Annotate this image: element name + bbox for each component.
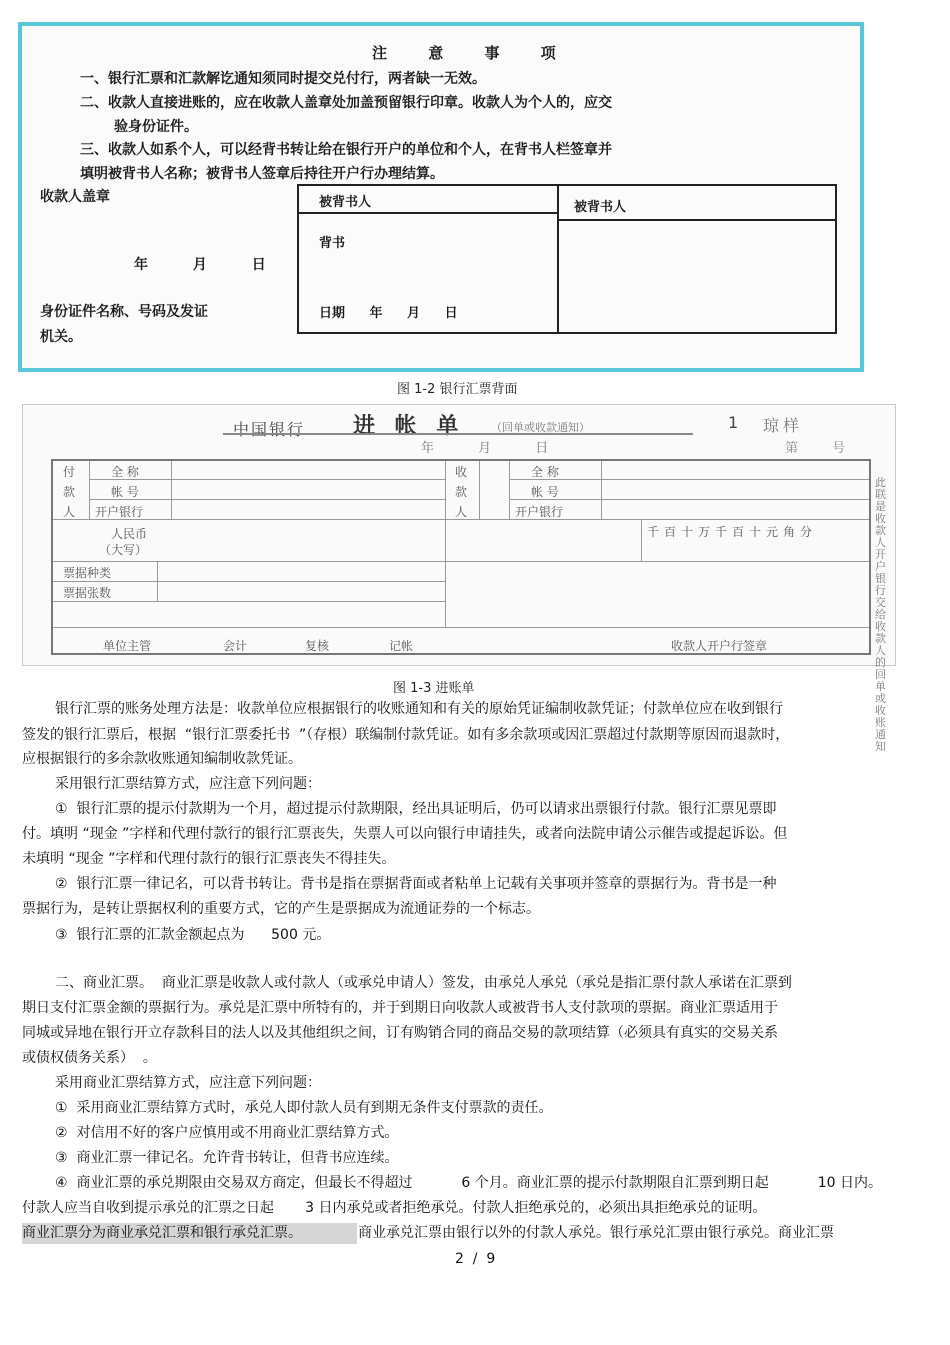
body-line-3: 应根据银行的多余款收账通知编制收款凭证。 <box>22 751 302 767</box>
slip-date-label: 年 月 日 <box>421 441 549 456</box>
payer-char-3: 人 <box>63 505 76 519</box>
rmb-label: 人民币 <box>111 527 148 541</box>
payer-bank-label: 开户银行 <box>95 505 144 519</box>
body-line-13: 同城或异地在银行开立存款科目的法人以及其他组织之间，订有购销合同的商品交易的款项结算（必须具有真实的交易关系 <box>22 1025 778 1041</box>
body-line-1: 银行汇票的账务处理方法是：收款单位应根据银行的收账通知和有关的原始凭证编制收款凭证；付款单位应在收到银行 <box>55 701 783 717</box>
payer-full-name-label: 全 称 <box>111 465 139 479</box>
slip-grid <box>51 459 871 655</box>
bill-count-label: 票据张数 <box>63 586 112 600</box>
body-line-11: 二、商业汇票。 商业汇票是收款人或付款人（或承兑申请人）签发，由承兑人承兑（承兑是指汇票付款人承诺在汇票到 <box>55 975 792 991</box>
body-line-17: ② 对信用不好的客户应慎用或不用商业汇票结算方式。 <box>55 1125 399 1141</box>
notice-line-3-cont: 填明被背书人名称；被背书人签章后持往开户行办理结算。 <box>80 166 444 182</box>
body-line-10: ③ 银行汇票的汇款金额起点为 500 元。 <box>55 927 331 943</box>
endorsement-box <box>297 184 837 334</box>
payer-char-1: 付 <box>63 465 76 479</box>
body-line-21-rest: 商业承兑汇票由银行以外的付款人承兑。银行承兑汇票由银行承兑。商业汇票 <box>358 1225 834 1241</box>
body-line-5: ① 银行汇票的提示付款期为一个月，超过提示付款期限，经出具证明后，仍可以请求出票银行付款。银行汇票见票即 <box>55 801 777 817</box>
slip-subtitle: （回单或收款通知） <box>491 421 590 434</box>
notice-line-2-cont: 验身份证件。 <box>114 119 198 135</box>
slip-sample-mark: 琼样 <box>763 416 804 435</box>
figure-1-3-caption: 图 1-3 进账单 <box>393 681 475 696</box>
payee-date-label: 年 月 日 <box>134 257 266 273</box>
payee-bank-label: 开户银行 <box>515 505 564 519</box>
sign-checker-label: 复核 <box>305 639 330 653</box>
id-card-label-cont: 机关。 <box>40 329 82 345</box>
payee-full-name-label: 全 称 <box>531 465 559 479</box>
notice-line-1: 一、银行汇票和汇款解讫通知须同时提交兑付行，两者缺一无效。 <box>80 71 486 87</box>
sign-accountant-label: 会计 <box>223 639 248 653</box>
payee-char-3: 人 <box>455 505 468 519</box>
payee-seal-label: 收款人盖章 <box>40 189 110 205</box>
body-line-15: 采用商业汇票结算方式，应注意下列问题： <box>55 1075 321 1091</box>
endorse-label: 背书 <box>319 236 346 251</box>
payer-char-2: 款 <box>63 485 76 499</box>
body-line-2: 签发的银行汇票后，根据 “银行汇票委托书 ”（存根）联编制付款凭证。如有多余款项或因汇票超过付款期等原因而退款时， <box>22 727 790 743</box>
slip-serial-label: 第 号 <box>785 441 846 456</box>
notice-line-2: 二、收款人直接进账的，应在收款人盖章处加盖预留银行印章。收款人为个人的，应交 <box>80 95 612 111</box>
bill-type-label: 票据种类 <box>63 566 112 580</box>
body-line-18: ③ 商业汇票一律记名。允许背书转让，但背书应连续。 <box>55 1150 399 1166</box>
page-indicator: 2 / 9 <box>455 1251 496 1267</box>
slip-copy-number: 1 <box>728 413 739 432</box>
sign-bookkeeper-label: 记帐 <box>389 639 414 653</box>
figure-1-2-caption: 图 1-2 银行汇票背面 <box>397 382 518 397</box>
payer-account-label: 帐 号 <box>111 485 139 499</box>
payee-account-label: 帐 号 <box>531 485 559 499</box>
id-card-label: 身份证件名称、号码及发证 <box>40 304 208 320</box>
slip-side-note: 此联是收款人开户银行交给收款人的回单或收账通知 <box>875 476 886 753</box>
body-line-16: ① 采用商业汇票结算方式时，承兑人即付款人员有到期无条件支付票款的责任。 <box>55 1100 553 1116</box>
slip-title: 进 帐 单 <box>353 414 465 439</box>
body-line-7: 未填明 “现金 ”字样和代理付款行的银行汇票丧失不得挂失。 <box>22 851 396 867</box>
body-line-12: 期日支付汇票金额的票据行为。承兑是汇票中所特有的，并于到期日向收款人或被背书人支付款项的票据。商业汇票适用于 <box>22 1000 778 1016</box>
body-line-14: 或债权债务关系） 。 <box>22 1050 157 1066</box>
endorsee-label-left: 被背书人 <box>319 195 372 210</box>
body-line-4: 采用银行汇票结算方式，应注意下列问题： <box>55 776 321 792</box>
payee-char-2: 款 <box>455 485 468 499</box>
body-line-6: 付。填明 “现金 ”字样和代理付款行的银行汇票丧失，失票人可以向银行申请挂失，或者向法院申请公示催告或提起诉讼。但 <box>22 826 788 842</box>
sign-head-label: 单位主管 <box>103 639 152 653</box>
slip-bank-name: 中国银行 <box>233 420 306 439</box>
body-line-8: ② 银行汇票一律记名，可以背书转让。背书是指在票据背面或者粘单上记载有关事项并签章的票据行为。背书是一种 <box>55 876 777 892</box>
amount-digits-header: 千百十万千百十元角分 <box>647 525 818 539</box>
body-line-21-highlighted[interactable]: 商业汇票分为商业承兑汇票和银行承兑汇票。 <box>22 1225 302 1241</box>
body-line-9: 票据行为，是转让票据权利的重要方式，它的产生是票据成为流通证券的一个标志。 <box>22 901 540 917</box>
payee-char-1: 收 <box>455 465 468 479</box>
endorse-date-label: 日期 年 月 日 <box>319 306 458 321</box>
body-line-19: ④ 商业汇票的承兑期限由交易双方商定，但最长不得超过 6 个月。商业汇票的提示付款期限自汇票到期日起 10 日内。 <box>55 1175 882 1191</box>
bank-draft-back-figure <box>18 22 864 372</box>
payee-bank-seal-label: 收款人开户行签章 <box>671 639 768 653</box>
body-line-20: 付款人应当自收到提示承兑的汇票之日起 3 日内承兑或者拒绝承兑。付款人拒绝承兑的，必须出具拒绝承兑的证明。 <box>22 1200 767 1216</box>
notice-title: 注 意 事 项 <box>372 44 574 62</box>
notice-line-3: 三、收款人如系个人，可以经背书转让给在银行开户的单位和个人，在背书人栏签章并 <box>80 142 612 158</box>
endorsee-label-right: 被背书人 <box>574 200 627 215</box>
rmb-upper-label: （大写） <box>99 543 148 557</box>
